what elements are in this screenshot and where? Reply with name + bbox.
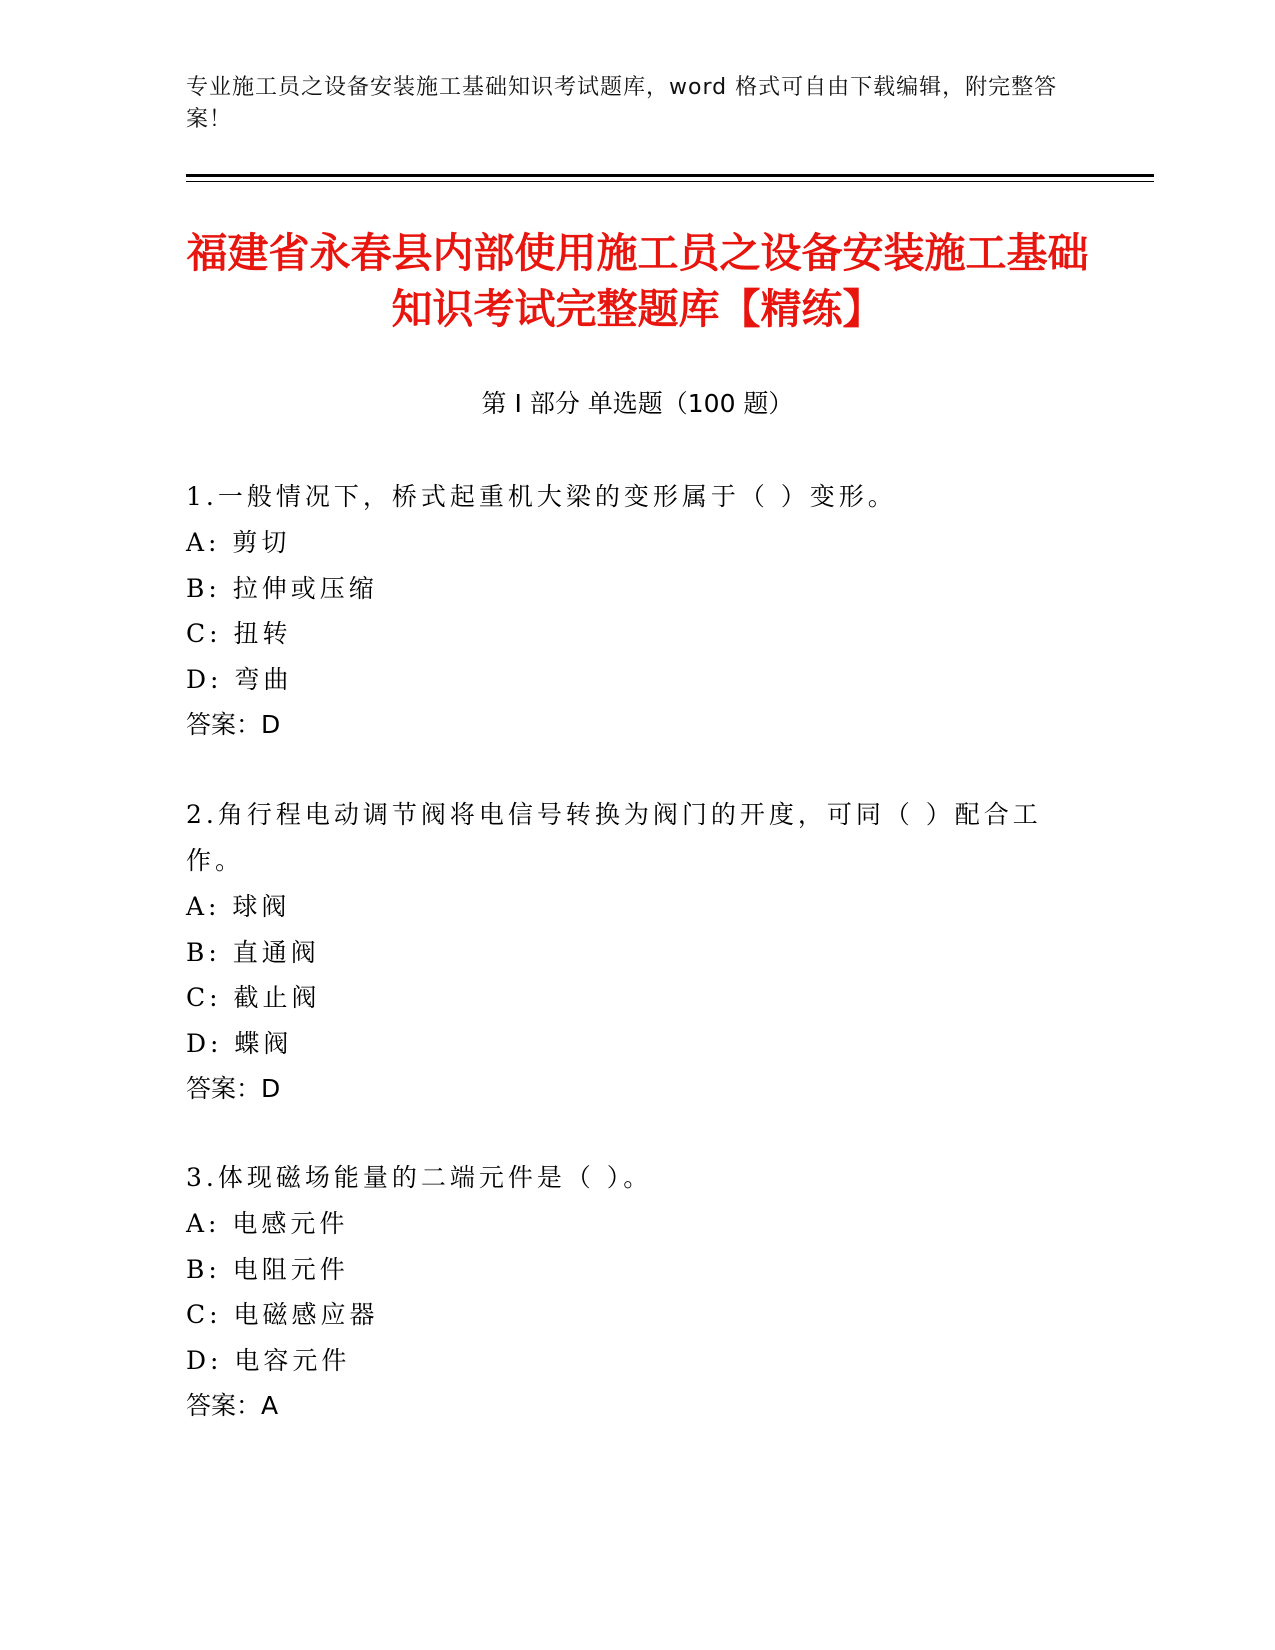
option-a: A: 剪切 [186,528,291,557]
answer: 答案：D [186,1074,281,1103]
option-d: D: 电容元件 [186,1345,351,1375]
question-1 [186,474,1086,748]
option-a: A: 球阀 [186,892,291,921]
option-c: C: 截止阀 [186,983,321,1012]
question-stem: 1.一般情况下，桥式起重机大梁的变形属于（ ）变形。 [186,482,897,511]
option-c: C: 电磁感应器 [186,1300,379,1329]
header-divider-thick [186,174,1154,177]
option-b: B: 直通阀 [186,937,320,967]
question-stem: 3.体现磁场能量的二端元件是（ ）。 [186,1163,653,1192]
question-2 [186,792,1086,1112]
option-c: C: 扭转 [186,619,292,648]
option-b: B: 拉伸或压缩 [186,573,378,603]
answer: 答案：D [186,710,281,739]
header-divider-thin [186,181,1154,182]
answer: 答案：A [186,1391,279,1420]
question-stem: 2.角行程电动调节阀将电信号转换为阀门的开度，可同（ ）配合工作。 [186,800,1042,875]
question-3 [186,1155,1086,1429]
header-note: 专业施工员之设备安装施工基础知识考试题库，word 格式可自由下载编辑，附完整答案！ [186,75,1058,132]
option-b: B: 电阻元件 [186,1254,349,1284]
document-title: 福建省永春县内部使用施工员之设备安装施工基础知识考试完整题库【精练】 [186,229,1089,333]
option-d: D: 蝶阀 [186,1028,293,1058]
option-a: A: 电感元件 [186,1209,349,1238]
option-d: D: 弯曲 [186,664,293,694]
section-heading: 第 I 部分 单选题（100 题） [481,389,794,418]
